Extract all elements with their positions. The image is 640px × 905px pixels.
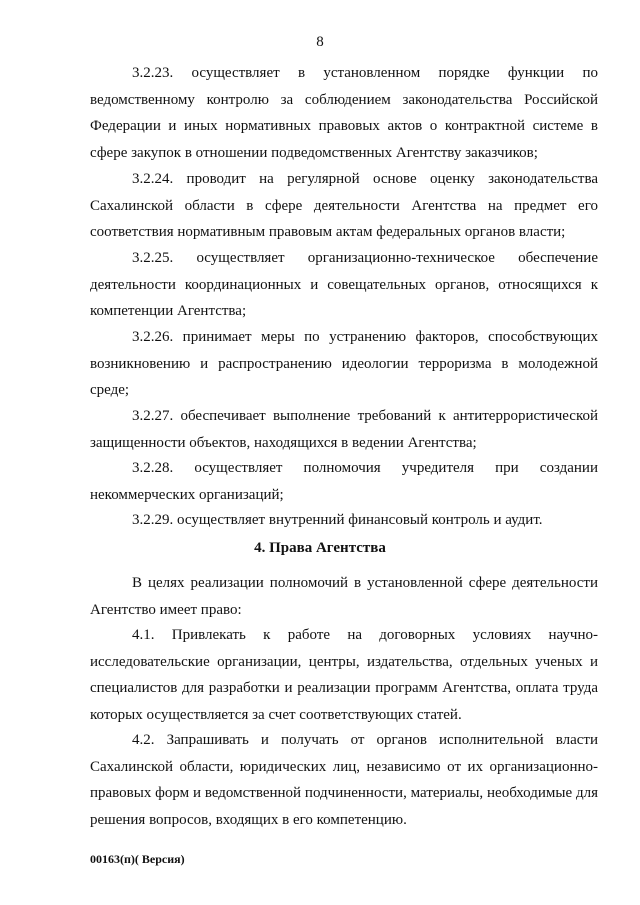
paragraph-4-1: 4.1. Привлекать к работе на договорных условиях научно-исследовательские организации, центры, издательства, отдельных ученых и специалистов для разработки и реализации программ Агентства, оплата труда которых осуществляется за счет соответствующих статей.	[90, 627, 598, 723]
paragraph-3-2-24: 3.2.24. проводит на регулярной основе оценку законодательства Сахалинской области в сфере деятельности Агентства на предмет его соответствия нормативным правовым актам федеральных органов власти;	[90, 171, 598, 240]
document-footer-code: 00163(п)( Версия)	[90, 852, 185, 866]
section-heading: 4. Права Агентства	[254, 540, 386, 556]
paragraph-3-2-26: 3.2.26. принимает меры по устранению факторов, способствующих возникновению и распространению идеологии терроризма в молодежной среде;	[90, 329, 598, 398]
page-number: 8	[316, 34, 324, 50]
paragraph-3-2-29: 3.2.29. осуществляет внутренний финансовый контроль и аудит.	[132, 512, 543, 528]
paragraph-3-2-27: 3.2.27. обеспечивает выполнение требований к антитеррористической защищенности объектов, находящихся в ведении Агентства;	[90, 408, 598, 451]
paragraph-4-2: 4.2. Запрашивать и получать от органов исполнительной власти Сахалинской области, юридических лиц, независимо от их организационно-правовых форм и ведомственной подчиненности, материалы, необходимые для решения вопросов, входящих в его компетенцию.	[90, 732, 598, 828]
paragraph-3-2-25: 3.2.25. осуществляет организационно-техническое обеспечение деятельности координационных и совещательных органов, относящихся к компетенции Агентства;	[90, 250, 598, 319]
paragraph-3-2-28: 3.2.28. осуществляет полномочия учредителя при создании некоммерческих организаций;	[90, 460, 598, 503]
paragraph-3-2-23: 3.2.23. осуществляет в установленном порядке функции по ведомственному контролю за соблюдением законодательства Российской Федерации и иных нормативных правовых актов о контрактной системе в сфере закупок в отношении подведомственных Агентству заказчиков;	[90, 65, 598, 161]
paragraph-section-intro: В целях реализации полномочий в установленной сфере деятельности Агентство имеет право:	[90, 575, 598, 618]
